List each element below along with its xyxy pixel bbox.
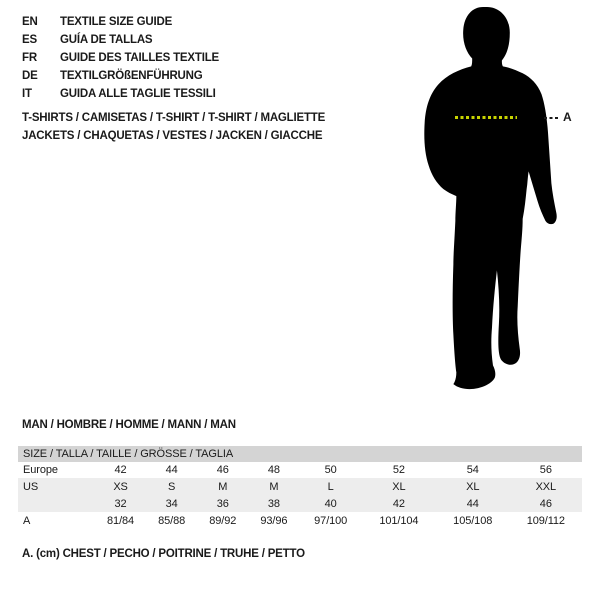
product-line-tshirts: T-SHIRTS / CAMISETAS / T-SHIRT / T-SHIRT / MAGLIETTE	[22, 112, 326, 124]
size-cell: M	[248, 478, 299, 495]
size-cell: XL	[436, 478, 510, 495]
table-row-us	[18, 478, 582, 495]
language-code: ES	[22, 34, 37, 46]
row-label: Europe	[18, 462, 95, 478]
chest-measure-dash-inner	[455, 116, 517, 119]
size-cell: 56	[510, 462, 582, 478]
size-cell: 89/92	[197, 512, 248, 530]
size-cell: XXL	[510, 478, 582, 495]
language-code: DE	[22, 70, 38, 82]
language-code: IT	[22, 88, 32, 100]
size-cell: 50	[299, 462, 361, 478]
language-row-de	[22, 67, 219, 85]
size-cell: 85/88	[146, 512, 197, 530]
size-cell: 109/112	[510, 512, 582, 530]
man-silhouette-svg	[415, 5, 565, 401]
size-cell: 38	[248, 495, 299, 512]
size-cell: M	[197, 478, 248, 495]
measurement-footnote: A. (cm) CHEST / PECHO / POITRINE / TRUHE / PETTO	[22, 548, 305, 560]
size-cell: 44	[146, 462, 197, 478]
size-table	[18, 446, 582, 530]
size-cell: 46	[197, 462, 248, 478]
table-row-numeric	[18, 495, 582, 512]
language-code: FR	[22, 52, 37, 64]
language-list	[22, 13, 219, 103]
size-cell: 40	[299, 495, 361, 512]
size-table-header: SIZE / TALLA / TAILLE / GRÖSSE / TAGLIA	[18, 446, 582, 462]
language-row-fr	[22, 49, 219, 67]
language-row-it	[22, 85, 219, 103]
size-cell: XS	[95, 478, 146, 495]
size-cell: 36	[197, 495, 248, 512]
language-label: TEXTILE SIZE GUIDE	[60, 16, 173, 28]
language-code: EN	[22, 16, 38, 28]
size-table-header-row	[18, 446, 582, 462]
size-cell: 105/108	[436, 512, 510, 530]
language-row-es	[22, 31, 219, 49]
language-label: GUÍA DE TALLAS	[60, 34, 153, 46]
size-cell: 42	[95, 462, 146, 478]
language-label: TEXTILGRÖßENFÜHRUNG	[60, 70, 203, 82]
row-label	[18, 495, 95, 512]
chest-measure-label: A	[563, 110, 572, 124]
section-title-man: MAN / HOMBRE / HOMME / MANN / MAN	[22, 419, 236, 431]
size-cell: 93/96	[248, 512, 299, 530]
size-cell: 42	[362, 495, 436, 512]
size-cell: 54	[436, 462, 510, 478]
table-row-europe	[18, 462, 582, 478]
size-cell: L	[299, 478, 361, 495]
size-cell: 52	[362, 462, 436, 478]
size-cell: 97/100	[299, 512, 361, 530]
product-line-jackets: JACKETS / CHAQUETAS / VESTES / JACKEN / GIACCHE	[22, 130, 323, 142]
row-label: A	[18, 512, 95, 530]
size-cell: 32	[95, 495, 146, 512]
language-label: GUIDA ALLE TAGLIE TESSILI	[60, 88, 216, 100]
product-type-lines	[22, 109, 325, 145]
man-silhouette	[415, 5, 565, 401]
size-cell: 81/84	[95, 512, 146, 530]
row-label: US	[18, 478, 95, 495]
chest-measure-dash-outer	[544, 117, 559, 119]
size-cell: 48	[248, 462, 299, 478]
size-cell: 101/104	[362, 512, 436, 530]
language-label: GUIDE DES TAILLES TEXTILE	[60, 52, 219, 64]
size-cell: 44	[436, 495, 510, 512]
table-row-chest-a	[18, 512, 582, 530]
size-cell: XL	[362, 478, 436, 495]
size-cell: 34	[146, 495, 197, 512]
size-cell: 46	[510, 495, 582, 512]
language-row-en	[22, 13, 219, 31]
size-cell: S	[146, 478, 197, 495]
